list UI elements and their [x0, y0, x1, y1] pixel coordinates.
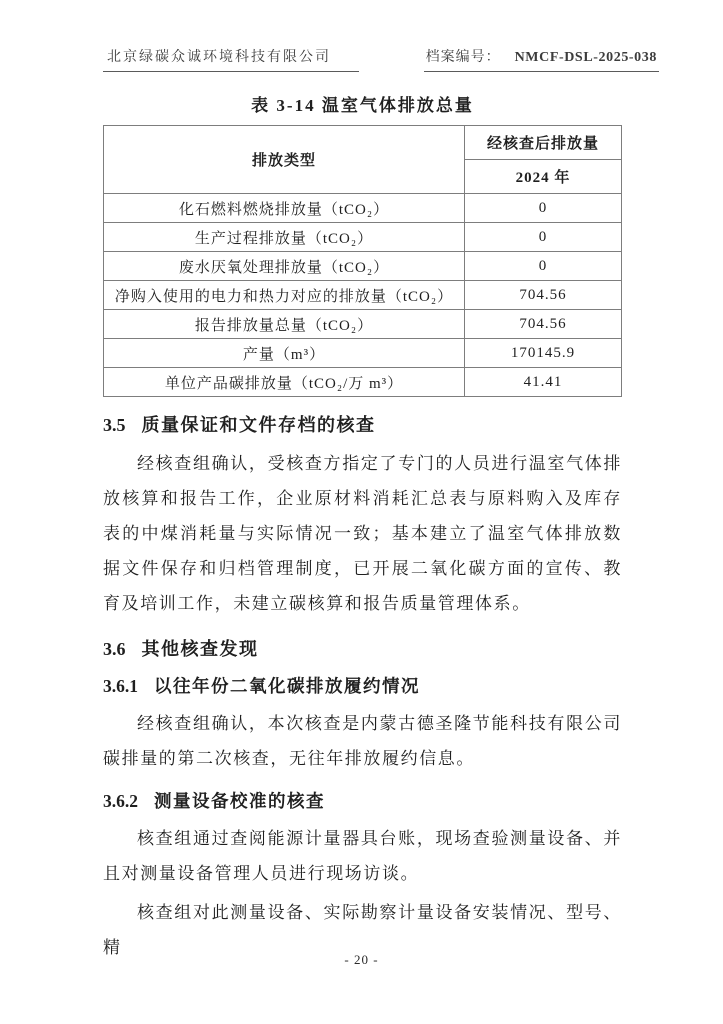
page-number: - 20 -: [344, 952, 379, 967]
section-heading-3-6: [103, 635, 622, 661]
table-row: [104, 223, 622, 252]
table-row: [104, 310, 622, 339]
document-body: [103, 91, 622, 969]
archive-label: 档案编号：: [425, 50, 501, 65]
row-value: 41.41: [465, 368, 622, 397]
archive-number: NMCF-DSL-2025-038: [514, 50, 657, 65]
section-title: 测量设备校准的核查: [154, 791, 325, 811]
row-label: 净购入使用的电力和热力对应的排放量（tCO₂）: [104, 281, 465, 310]
section-number: 3.6.1: [103, 676, 138, 696]
row-value: 704.56: [465, 310, 622, 339]
section-number: 3.6.2: [103, 791, 138, 811]
row-label: 废水厌氧处理排放量（tCO₂）: [104, 252, 465, 281]
row-label: 单位产品碳排放量（tCO₂/万 m³）: [104, 368, 465, 397]
row-value: 704.56: [465, 281, 622, 310]
row-label: 产量（m³）: [104, 339, 465, 368]
section-heading-3-6-2: [103, 788, 622, 813]
page-header: [103, 46, 659, 72]
row-value: 0: [465, 252, 622, 281]
section-title: 质量保证和文件存档的核查: [141, 415, 376, 435]
section-number: 3.6: [103, 639, 126, 659]
table-title: 表 3-14 温室气体排放总量: [251, 96, 474, 115]
section-title: 以往年份二氧化碳排放履约情况: [154, 676, 420, 696]
column-header-year: 2024 年: [465, 160, 622, 194]
column-header-emission-type: 排放类型: [104, 126, 465, 194]
table-header-row-1: [104, 126, 622, 160]
section-3-6-1-paragraph: 经核查组确认，本次核查是内蒙古德圣隆节能科技有限公司碳排量的第二次核查，无往年排放履约信息。: [103, 714, 622, 768]
section-3-6-2-paragraph-2: 核查组对此测量设备、实际勘察计量设备安装情况、型号、精: [103, 903, 622, 957]
row-value: 0: [465, 194, 622, 223]
section-3-5-paragraph: 经核查组确认，受核查方指定了专门的人员进行温室气体排放核算和报告工作，企业原材料消耗汇总表与原料购入及库存表的中煤消耗量与实际情况一致；基本建立了温室气体排放数据文件保存和归档管理制度，已开展二氧化碳方面的宣传、教育及培训工作，未建立碳核算和报告质量管理体系。: [103, 454, 622, 613]
table-row: [104, 194, 622, 223]
column-header-verified-emissions: 经核查后排放量: [465, 126, 622, 160]
row-value: 170145.9: [465, 339, 622, 368]
table-row: [104, 252, 622, 281]
table-row: [104, 281, 622, 310]
section-heading-3-6-1: [103, 673, 622, 698]
section-number: 3.5: [103, 415, 126, 435]
table-row: [104, 339, 622, 368]
header-company-name: 北京绿碳众诚环境科技有限公司: [103, 46, 359, 72]
row-label: 报告排放量总量（tCO₂）: [104, 310, 465, 339]
emissions-table: [103, 125, 622, 397]
section-heading-3-5: [103, 411, 622, 437]
row-value: 0: [465, 223, 622, 252]
header-archive: [424, 46, 659, 72]
row-label: 生产过程排放量（tCO₂）: [104, 223, 465, 252]
section-3-6-2-paragraph-1: 核查组通过查阅能源计量器具台账，现场查验测量设备、并且对测量设备管理人员进行现场访谈。: [103, 829, 622, 883]
table-row: [104, 368, 622, 397]
section-title: 其他核查发现: [141, 639, 259, 659]
row-label: 化石燃料燃烧排放量（tCO₂）: [104, 194, 465, 223]
